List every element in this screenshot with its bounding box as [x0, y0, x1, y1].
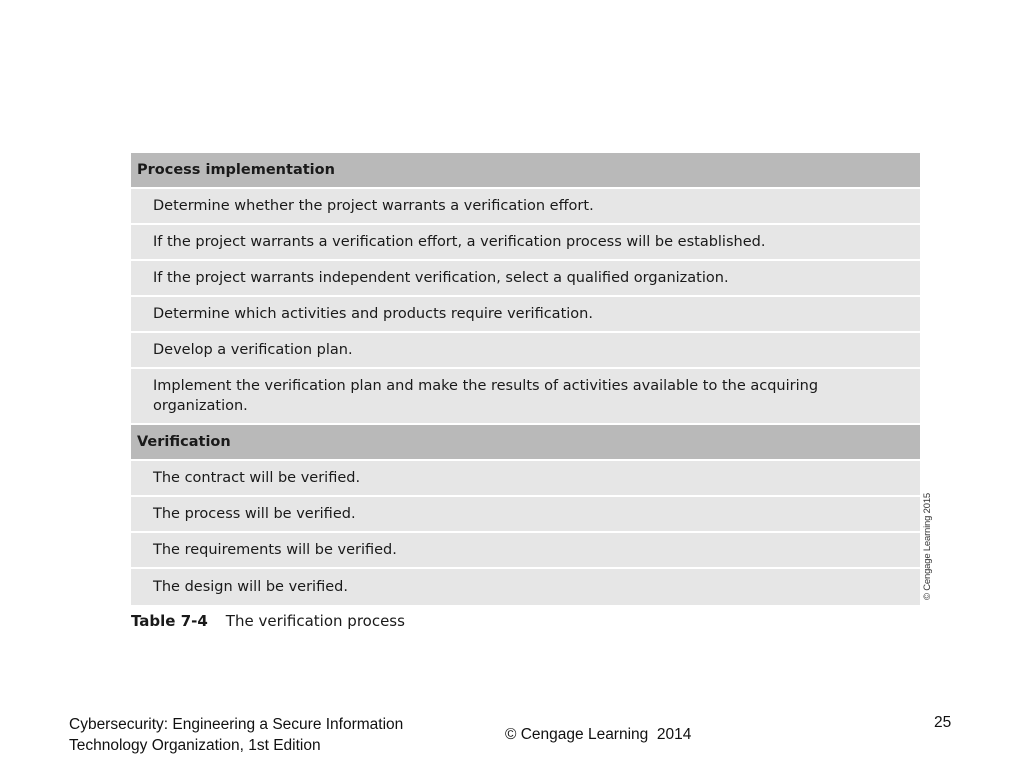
- page-number: 25: [934, 714, 952, 731]
- table-row: If the project warrants a verification effort, a verification process will be established.: [131, 225, 920, 261]
- table-row: The design will be verified.: [131, 569, 920, 605]
- table-caption-number: Table 7-4: [131, 612, 208, 630]
- table-caption: [131, 612, 405, 630]
- table-row: Develop a verification plan.: [131, 333, 920, 369]
- verification-table: [131, 153, 920, 605]
- table-caption-title: The verification process: [225, 612, 405, 630]
- footer-copyright: © Cengage Learning 2014: [505, 726, 692, 743]
- table-row: Determine which activities and products require verification.: [131, 297, 920, 333]
- table-row: If the project warrants independent verification, select a qualified organization.: [131, 261, 920, 297]
- table-row: Determine whether the project warrants a verification effort.: [131, 189, 920, 225]
- section-heading-verification: Verification: [131, 425, 920, 461]
- table-row: The contract will be verified.: [131, 461, 920, 497]
- table-row: Implement the verification plan and make the results of activities available to the acquiring organization.: [131, 369, 920, 425]
- table-row: The requirements will be verified.: [131, 533, 920, 569]
- section-heading-process-implementation: Process implementation: [131, 153, 920, 189]
- footer-book-title: Cybersecurity: Engineering a Secure Information Technology Organization, 1st Edition: [69, 716, 404, 754]
- side-copyright-credit: © Cengage Learning 2015: [922, 493, 933, 600]
- table-row: The process will be verified.: [131, 497, 920, 533]
